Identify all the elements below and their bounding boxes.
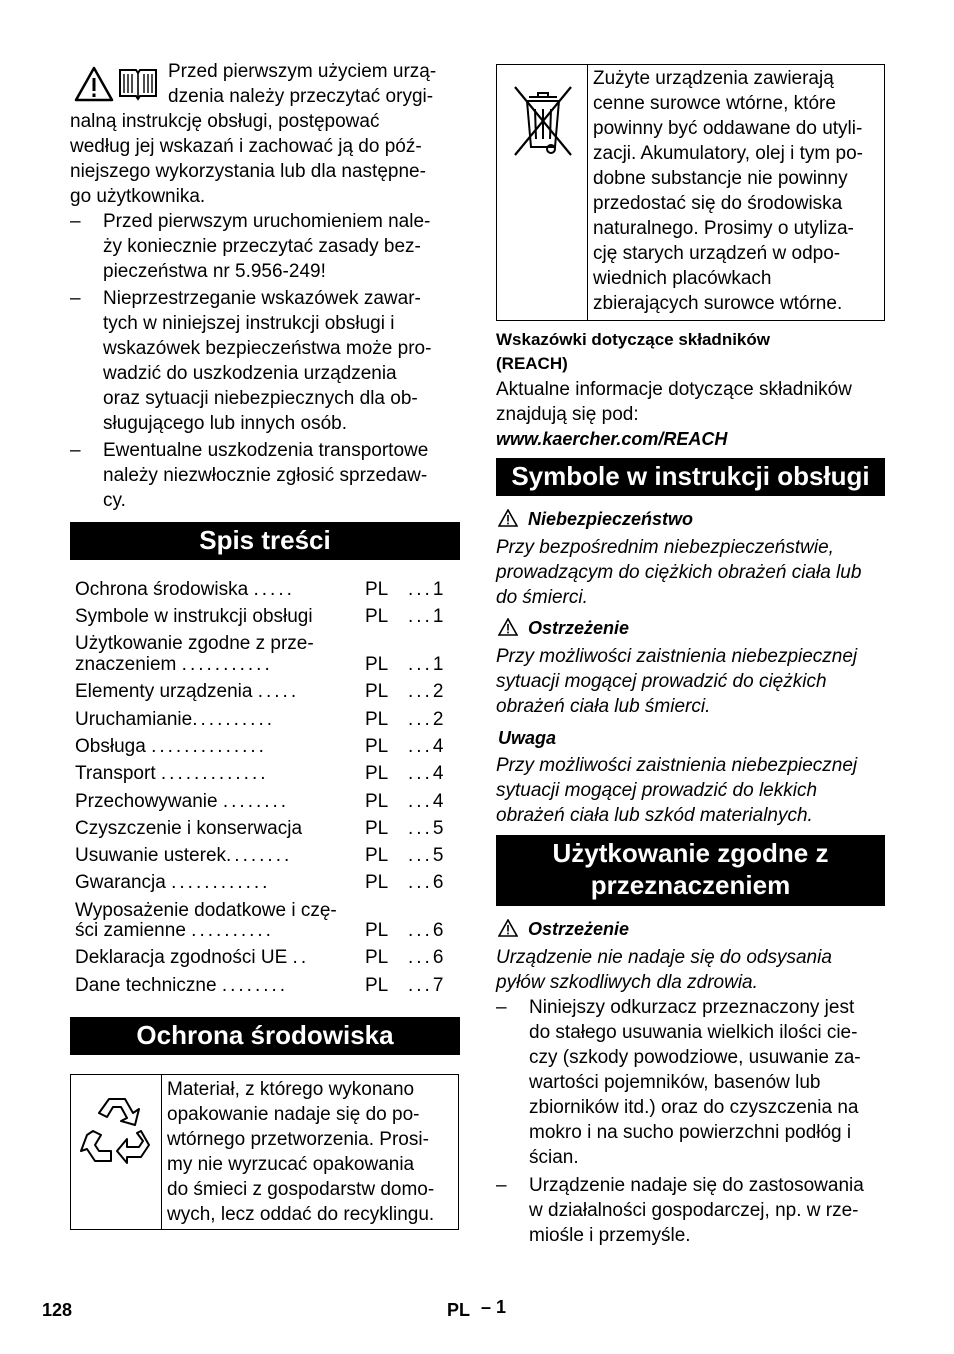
weee-line: naturalnego. Prosimy o utyliza- (593, 218, 854, 239)
weee-line: Zużyte urządzenia zawierają (593, 68, 834, 89)
weee-line: zacji. Akumulatory, olej i tym po- (593, 143, 863, 164)
intro-line-1: Przed pierwszym użyciem urzą- (168, 61, 437, 82)
manual-book-icon (116, 66, 160, 102)
intro-line-3: nalną instrukcję obsługi, postępować (70, 111, 380, 132)
recycle-icon (79, 1091, 155, 1167)
weee-line: przedostać się do środowiska (593, 193, 843, 214)
warning-icon (498, 919, 518, 937)
intro-bullet-3: – Ewentualne uszkodzenia transportowe należy niezwłocznie zgłosić sprzedaw- cy. (70, 440, 429, 511)
warning-title: Ostrzeżenie (498, 617, 629, 639)
intended-heading: Użytkowanie zgodne z przeznaczeniem (496, 835, 885, 906)
caution-text: obrażeń ciała lub szkód materialnych. (496, 805, 813, 826)
weee-line: wiednich placówkach (593, 268, 772, 289)
warning-icon (498, 509, 518, 527)
intended-warning-text: pyłów szkodliwych dla zdrowia. (496, 972, 758, 993)
intended-bullet-2: – Urządzenie nadaje się do zastosowania w działalności gospodarczej, np. w rze- miośle i przemyśle. (496, 1175, 864, 1246)
env-line: wtórnego przetworzenia. Prosi- (167, 1129, 429, 1150)
warning-text: sytuacji mogącej prowadzić do ciężkich (496, 671, 827, 692)
env-line: wych, lecz oddać do recyklingu. (167, 1204, 435, 1225)
intro-line-6: go użytkownika. (70, 186, 206, 207)
weee-line: dobne substancje nie powinny (593, 168, 848, 189)
warning-text: obrażeń ciała lub śmierci. (496, 696, 711, 717)
page-number: 128 (42, 1300, 73, 1320)
danger-title: Niebezpieczeństwo (498, 508, 693, 530)
env-line: opakowanie nadaje się do po- (167, 1104, 420, 1125)
env-heading: Ochrona środowiska (70, 1017, 460, 1055)
env-line: Materiał, z którego wykonano (167, 1079, 415, 1100)
env-line: do śmieci z gospodarstw domo- (167, 1179, 435, 1200)
reach-text: Aktualne informacje dotyczące składników (496, 379, 852, 400)
warning-icon (74, 66, 114, 102)
toc-heading: Spis treści (70, 522, 460, 560)
weee-line: zbierających surowce wtórne. (593, 293, 843, 314)
warning-icon (498, 618, 518, 636)
intro-line-5: niejszego wykorzystania lub dla następne- (70, 161, 426, 182)
warning-text: Przy możliwości zaistnienia niebezpiecznej (496, 646, 858, 667)
intro-line-2: dzenia należy przeczytać orygi- (168, 86, 434, 107)
caution-title: Uwaga (498, 728, 557, 748)
danger-text: prowadzącym do ciężkich obrażeń ciała lub (496, 562, 862, 583)
danger-text: do śmierci. (496, 587, 588, 608)
caution-text: sytuacji mogącej prowadzić do lekkich (496, 780, 818, 801)
intro-bullet-1: – Przed pierwszym uruchomieniem nale- ży koniecznie przeczytać zasady bez- pieczeństwa nr 5.956-249! (70, 211, 431, 282)
reach-heading: Wskazówki dotyczące składników (496, 330, 770, 349)
weee-box (496, 64, 885, 321)
footer-page-ref: – 1 (481, 1297, 507, 1317)
intended-bullet-1: – Niniejszy odkurzacz przeznaczony jest do stałego usuwania wielkich ilości cie- czy (szkody powodziowe, usuwanie za- wartości pojemników, basenów lub zbiorników itd.) oraz do czyszczenia na mokro i na sucho powierzchni podłóg i ścian. (496, 997, 861, 1168)
symbols-heading: Symbole w instrukcji obsługi (496, 458, 885, 496)
weee-line: powinny być oddawane do utyli- (593, 118, 863, 139)
crossed-bin-icon (511, 83, 575, 159)
intended-warning-text: Urządzenie nie nadaje się do odsysania (496, 947, 832, 968)
danger-text: Przy bezpośrednim niebezpieczeństwie, (496, 537, 834, 558)
intended-warning-title: Ostrzeżenie (498, 918, 629, 940)
intro-bullet-2: – Nieprzestrzeganie wskazówek zawar- tych w niniejszej instrukcji obsługi i wskazówek bezpieczeństwa może pro- wadzić do uszkodzenia urządzenia oraz sytuacji niebezpiecznych dla ob- sługującego lub innych osób. (70, 288, 432, 434)
env-line: my nie wyrzucać opakowania (167, 1154, 415, 1175)
weee-line: cenne surowce wtórne, które (593, 93, 836, 114)
intro-line-4: według jej wskazań i zachować ją do póź- (70, 136, 422, 157)
env-box (70, 1074, 459, 1230)
reach-url-link[interactable]: www.kaercher.com/REACH (496, 429, 728, 449)
reach-text-2: znajdują się pod: (496, 404, 639, 425)
caution-text: Przy możliwości zaistnienia niebezpiecznej (496, 755, 858, 776)
table-of-contents: Ochrona środowiska ..... PL ...1 Symbole w instrukcji obsługi PL ...1 Użytkowanie zgodne z prze- znaczeniem ........... PL ...1 Elementy urządzenia ..... PL ...2 Uruchamianie.......... PL ...2 Obsługa .............. PL ...4 Transport ............. PL ...4 Przechowywanie ........ PL ...4 Czyszczenie i konserwacja PL ...5 Usuwanie usterek........ PL ...5 Gwarancja ............ PL ...6 Wyposażenie dodatkowe i czę- ści zamienne .......... PL ...6 Deklaracja zgodności UE .. PL ...6 Dane techniczne ........ PL ...7 (75, 579, 447, 996)
weee-line: cję starych urządzeń w odpo- (593, 243, 841, 264)
footer-lang: PL (447, 1300, 471, 1320)
reach-heading-2: (REACH) (496, 354, 568, 373)
